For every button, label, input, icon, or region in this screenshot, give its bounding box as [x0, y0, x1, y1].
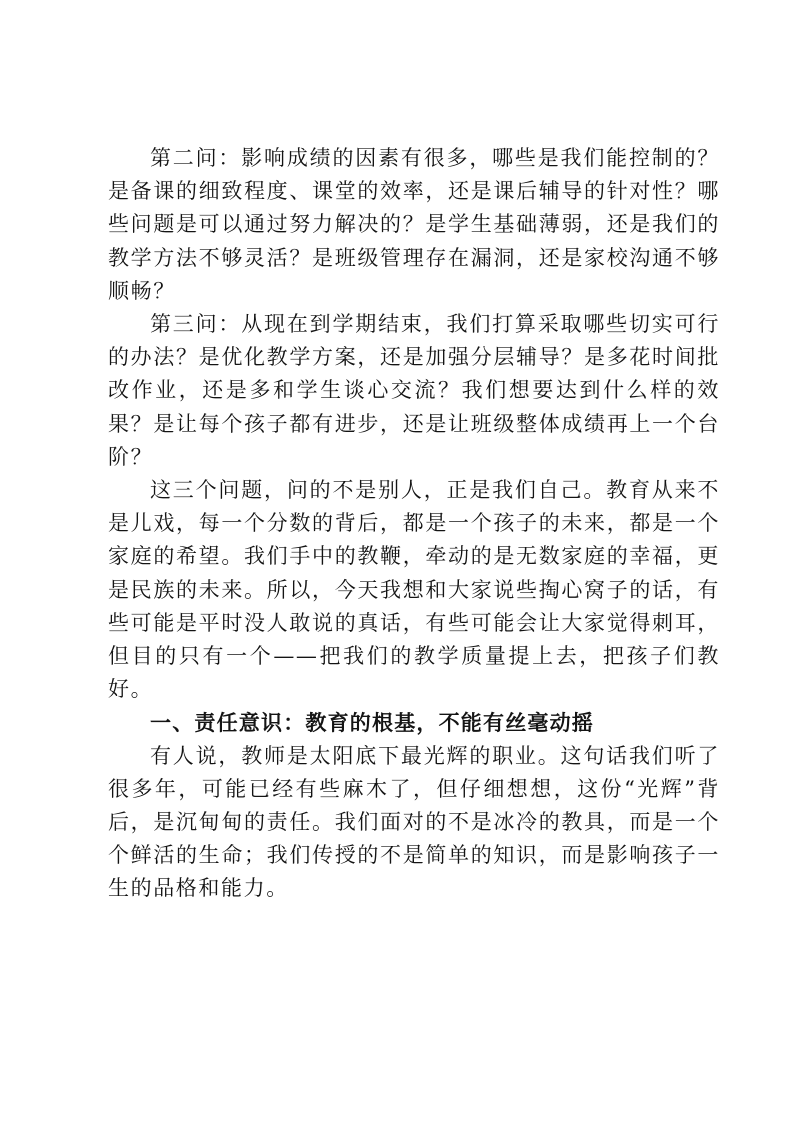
paragraph-self-reflection: 这三个问题，问的不是别人，正是我们自己。教育从来不是儿戏，每一个分数的背后，都是一个孩子的未来，都是一个家庭的希望。我们手中的教鞭，牵动的是无数家庭的幸福，更是民族的未来。所以，今天我想和大家说些掏心窝子的话，有些可能是平时没人敢说的真话，有些可能会让大家觉得刺耳，但目的只有一个——把我们的教学质量提上去，把孩子们教好。	[108, 478, 720, 702]
paragraph-teacher-responsibility: 有人说，教师是太阳底下最光辉的职业。这句话我们听了很多年，可能已经有些麻木了，但仔细想想，这份“光辉”背后，是沉甸甸的责任。我们面对的不是冰冷的教具，而是一个个鲜活的生命；我们传授的不是简单的知识，而是影响孩子一生的品格和能力。	[108, 743, 720, 901]
document-body	[108, 142, 720, 906]
section-heading-responsibility: 一、责任意识：教育的根基，不能有丝毫动摇	[150, 710, 594, 736]
paragraph-question-three: 第三问：从现在到学期结束，我们打算采取哪些切实可行的办法？是优化教学方案，还是加强分层辅导？是多花时间批改作业，还是多和学生谈心交流？我们想要达到什么样的效果？是让每个孩子都有进步，还是让班级整体成绩再上一个台阶？	[108, 312, 720, 469]
paragraph-question-two: 第二问：影响成绩的因素有很多，哪些是我们能控制的？是备课的细致程度、课堂的效率，还是课后辅导的针对性？哪些问题是可以通过努力解决的？是学生基础薄弱，还是我们的教学方法不够灵活？是班级管理存在漏洞，还是家校沟通不够顺畅？	[108, 146, 720, 303]
